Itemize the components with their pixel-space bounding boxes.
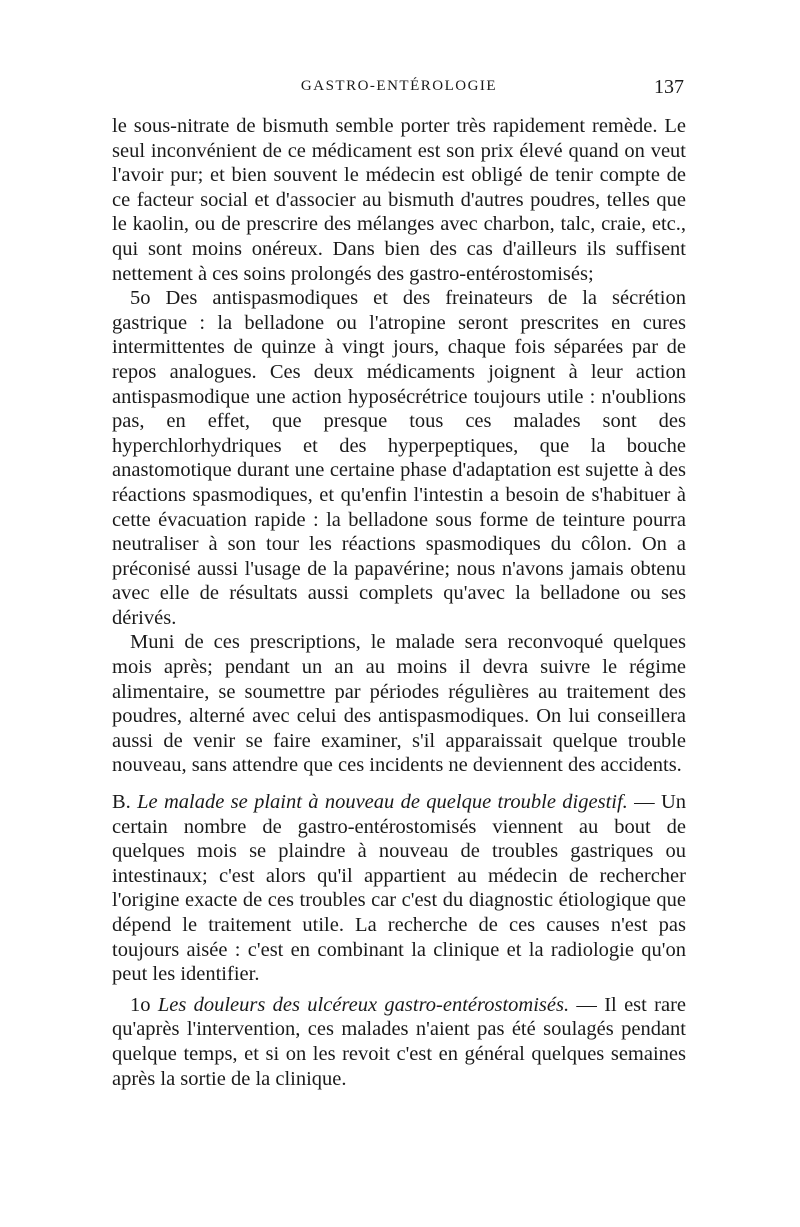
paragraph-bismuth: le sous-nitrate de bismuth semble porter très rapidement remède. Le seul inconvénient de ce médicament est son prix élevé quand on veut l'avoir pur; et bien souvent le médecin est obligé de tenir compte de ce facteur social et d'associer au bismuth d'autres poudres, telles que le kaolin, ou de prescrire des mélanges avec charbon, talc, craie, etc., qui sont moins onéreux. Dans bien des cas d'ailleurs ils suffisent nettement à ces soins prolongés des gastro-entérostomisés; [112, 115, 686, 285]
subsection-1-body: — Il est rare qu'après l'intervention, ces malades n'aient pas été soulagés pendant quelque temps, et si on les revoit c'est en général quelques semaines après la sortie de la clinique. [112, 993, 686, 1090]
paragraph-antispasmodics: 5o Des antispasmodiques et des freinateurs de la sécrétion gastrique : la belladone ou l'atropine seront prescrites en cures intermittentes de quinze à vingt jours, chaque fois séparées par de repos analogues. Ces deux médicaments joignent à leur action antispasmodique une action hyposécrétrice toujours utile : n'oublions pas, en effet, que presque tous ces malades sont des hyperchlorhydriques et des hyperpeptiques, que la bouche anastomotique durant une certaine phase d'adaptation est sujette à des réactions spasmodiques, et qu'enfin l'intestin a besoin de s'habituer à cette évacuation rapide : la belladone sous forme de teinture pourra neutraliser à son tour les réactions spasmodiques du côlon. On a préconisé aussi l'usage de la papavérine; nous n'avons jamais obtenu avec elle de résultats aussi complets qu'avec la belladone ou ses dérivés. [112, 287, 686, 629]
subsection-1-label: 1o [130, 993, 151, 1016]
section-b-heading: Le malade se plaint à nouveau de quelque trouble digestif. [137, 791, 628, 814]
paragraph-ulcer-pain [112, 993, 686, 1091]
page-header [112, 76, 686, 102]
running-title: GASTRO-ENTÉROLOGIE [300, 78, 498, 94]
paragraph-follow-up: Muni de ces prescriptions, le malade sera reconvoqué quelques mois après; pendant un an au moins il devra suivre le régime alimentaire, se soumettre par périodes régulières au traitement des poudres, alterné avec celui des antispasmodiques. On lui conseillera aussi de venir se faire examiner, s'il apparaissait quelque trouble nouveau, sans attendre que ces incidents ne deviennent des accidents. [112, 631, 686, 777]
subsection-1-heading: Les douleurs des ulcéreux gastro-entérostomisés. [157, 993, 570, 1016]
section-b-body: — Un certain nombre de gastro-entérostomisés viennent au bout de quelques mois se plaindre à nouveau de troubles gastriques ou intestinaux; c'est alors qu'il appartient au médecin de rechercher l'origine exacte de ces troubles car c'est du diagnostic étiologique que dépend le traitement utile. La recherche de ces causes n'est pas toujours aisée : c'est en combinant la clinique et la radiologie qu'on peut les identifier. [112, 791, 687, 986]
section-b-label: B. [112, 791, 131, 814]
paragraph-section-b [112, 790, 686, 987]
page-number: 137 [654, 76, 684, 98]
body-text [112, 114, 686, 1091]
